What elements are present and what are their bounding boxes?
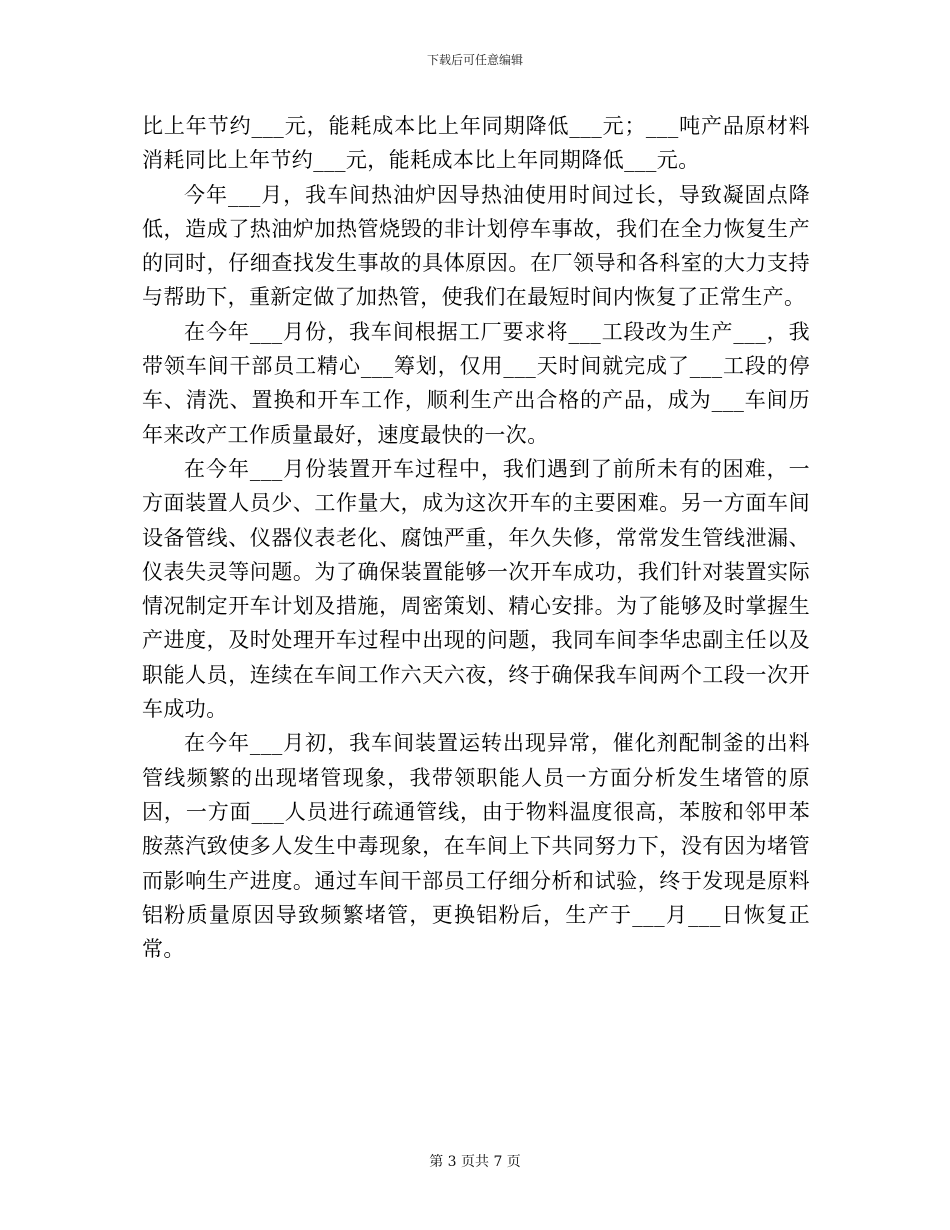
- page-header: 下载后可任意编辑: [426, 53, 523, 67]
- paragraph-4: 在今年___月份装置开车过程中，我们遇到了前所未有的困难，一方面装置人员少、工作量大，成为这次开车的主要困难。另一方面车间设备管线、仪器仪表老化、腐蚀严重，年久失修，常常发生管线泄漏、仪表失灵等问题。为了确保装置能够一次开车成功，我们针对装置实际情况制定开车计划及措施，周密策划、精心安排。为了能够及时掌握生产进度，及时处理开车过程中出现的问题，我同车间李华忠副主任以及职能人员，连续在车间工作六天六夜，终于确保我车间两个工段一次开车成功。: [142, 456, 810, 722]
- page-number: 第 3 页共 7 页: [429, 1154, 521, 1170]
- paragraph-5: 在今年___月初，我车间装置运转出现异常，催化剂配制釜的出料管线频繁的出现堵管现象，我带领职能人员一方面分析发生堵管的原因，一方面___人员进行疏通管线，由于物料温度很高，苯胺和邻甲苯胺蒸汽致使多人发生中毒现象，在车间上下共同努力下，没有因为堵管而影响生产进度。通过车间干部员工仔细分析和试验，终于发现是原料铝粉质量原因导致频繁堵管，更换铝粉后，生产于___月___日恢复正常。: [142, 731, 810, 962]
- paragraph-1: 比上年节约___元，能耗成本比上年同期降低___元；___吨产品原材料消耗同比上年节约___元，能耗成本比上年同期降低___元。: [142, 114, 810, 173]
- paragraph-2: 今年___月，我车间热油炉因导热油使用时间过长，导致凝固点降低，造成了热油炉加热管烧毁的非计划停车事故，我们在全力恢复生产的同时，仔细查找发生事故的具体原因。在厂领导和各科室的大力支持与帮助下，重新定做了加热管，使我们在最短时间内恢复了正常生产。: [142, 182, 810, 310]
- document-body: [142, 109, 810, 966]
- paragraph-3: 在今年___月份，我车间根据工厂要求将___工段改为生产___，我带领车间干部员工精心___筹划，仅用___天时间就完成了___工段的停车、清洗、置换和开车工作，顺利生产出合格的产品，成为___车间历年来改产工作质量最好，速度最快的一次。: [142, 319, 810, 447]
